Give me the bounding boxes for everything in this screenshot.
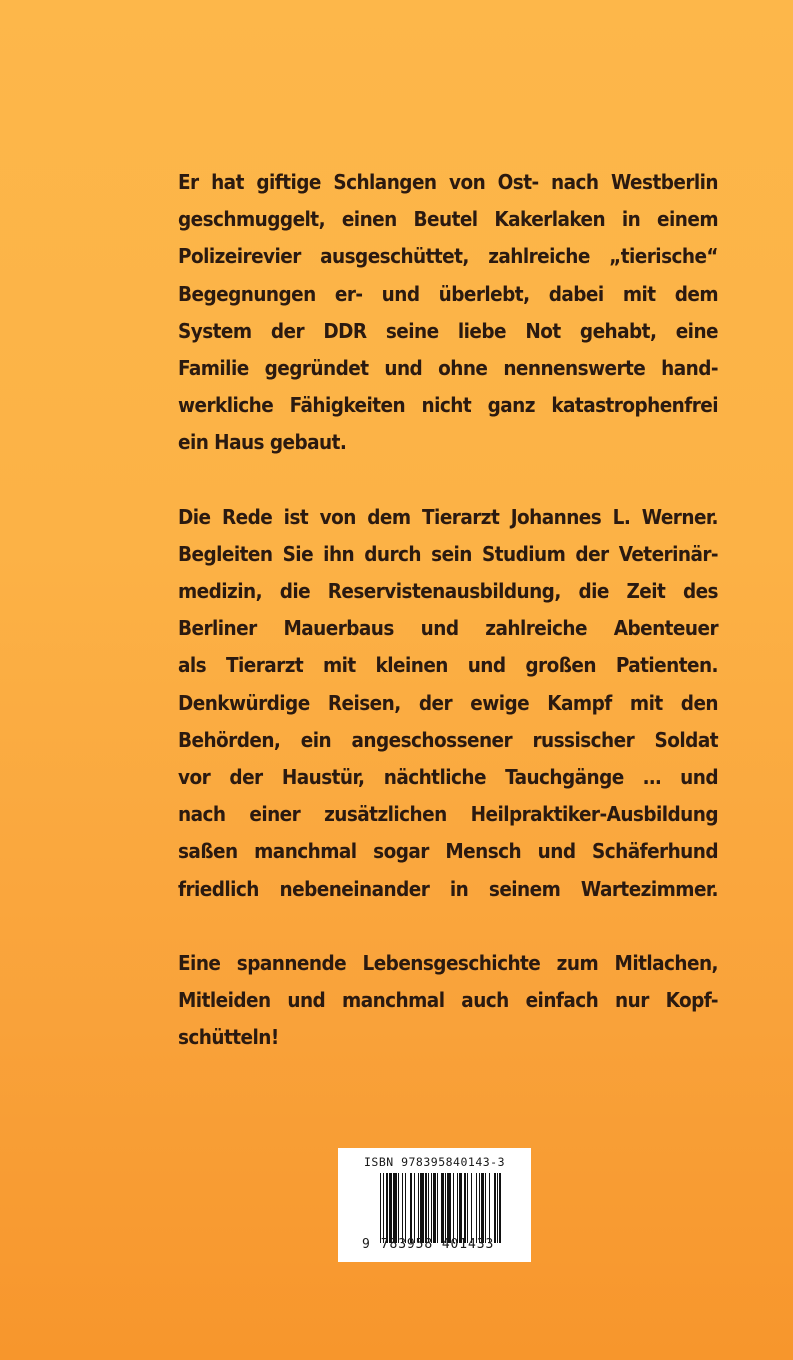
blurb-line: geschmuggelt, einen Beutel Kakerlaken in einem: [178, 207, 718, 232]
blurb-line: Denkwürdige Reisen, der ewige Kampf mit den: [178, 690, 718, 715]
blurb-line: Berliner Mauerbaus und zahlreiche Abenteuer: [178, 616, 718, 641]
barcode-bars: [380, 1173, 502, 1243]
blurb-line: Begleiten Sie ihn durch sein Studium der Veterinär-: [178, 541, 718, 566]
blurb-line: Eine spannende Lebensgeschichte zum Mitlachen,: [178, 950, 718, 975]
blurb-line: Behörden, ein angeschossener russischer Soldat: [178, 727, 718, 752]
blurb-paragraph-3: [178, 945, 718, 1057]
blurb-paragraph-1: [178, 164, 718, 462]
blurb-line: Er hat giftige Schlangen von Ost- nach Westberlin: [178, 170, 718, 194]
blurb-line: nach einer zusätzlichen Heilpraktiker-Ausbildung: [178, 802, 718, 827]
paragraph-gap: [178, 462, 718, 499]
paragraph-gap: [178, 908, 718, 945]
blurb-line: System der DDR seine liebe Not gehabt, eine: [178, 318, 718, 343]
blurb-line: als Tierarzt mit kleinen und großen Patienten.: [178, 653, 718, 678]
ean-first-digit: 9: [362, 1237, 371, 1252]
blurb-text: [178, 164, 718, 1056]
blurb-paragraph-2: [178, 499, 718, 908]
blurb-line: vor der Haustür, nächtliche Tauchgänge … und: [178, 765, 718, 790]
blurb-line: Begegnungen er- und überlebt, dabei mit dem: [178, 281, 718, 306]
blurb-line: medizin, die Reservistenausbildung, die Zeit des: [178, 579, 718, 604]
blurb-line: ein Haus gebaut.: [178, 430, 347, 455]
barcode-bar: [501, 1173, 502, 1243]
blurb-line: werkliche Fähigkeiten nicht ganz katastrophenfrei: [178, 393, 718, 418]
blurb-line: friedlich nebeneinander in seinem Wartezimmer.: [178, 876, 718, 901]
blurb-line: saßen manchmal sogar Mensch und Schäferhund: [178, 839, 718, 864]
blurb-line: Familie gegründet und ohne nennenswerte hand-: [178, 356, 718, 381]
isbn-barcode: [338, 1148, 531, 1262]
ean-digits: [362, 1237, 494, 1252]
isbn-label: ISBN 978395840143-3: [363, 1155, 506, 1169]
ean-number: 783958 401433: [380, 1237, 495, 1252]
blurb-line: schütteln!: [178, 1025, 279, 1050]
blurb-line: Polizeirevier ausgeschüttet, zahlreiche „tierische“: [178, 244, 718, 269]
blurb-line: Mitleiden und manchmal auch einfach nur Kopf-: [178, 988, 718, 1013]
blurb-line: Die Rede ist von dem Tierarzt Johannes L. Werner.: [178, 504, 718, 529]
